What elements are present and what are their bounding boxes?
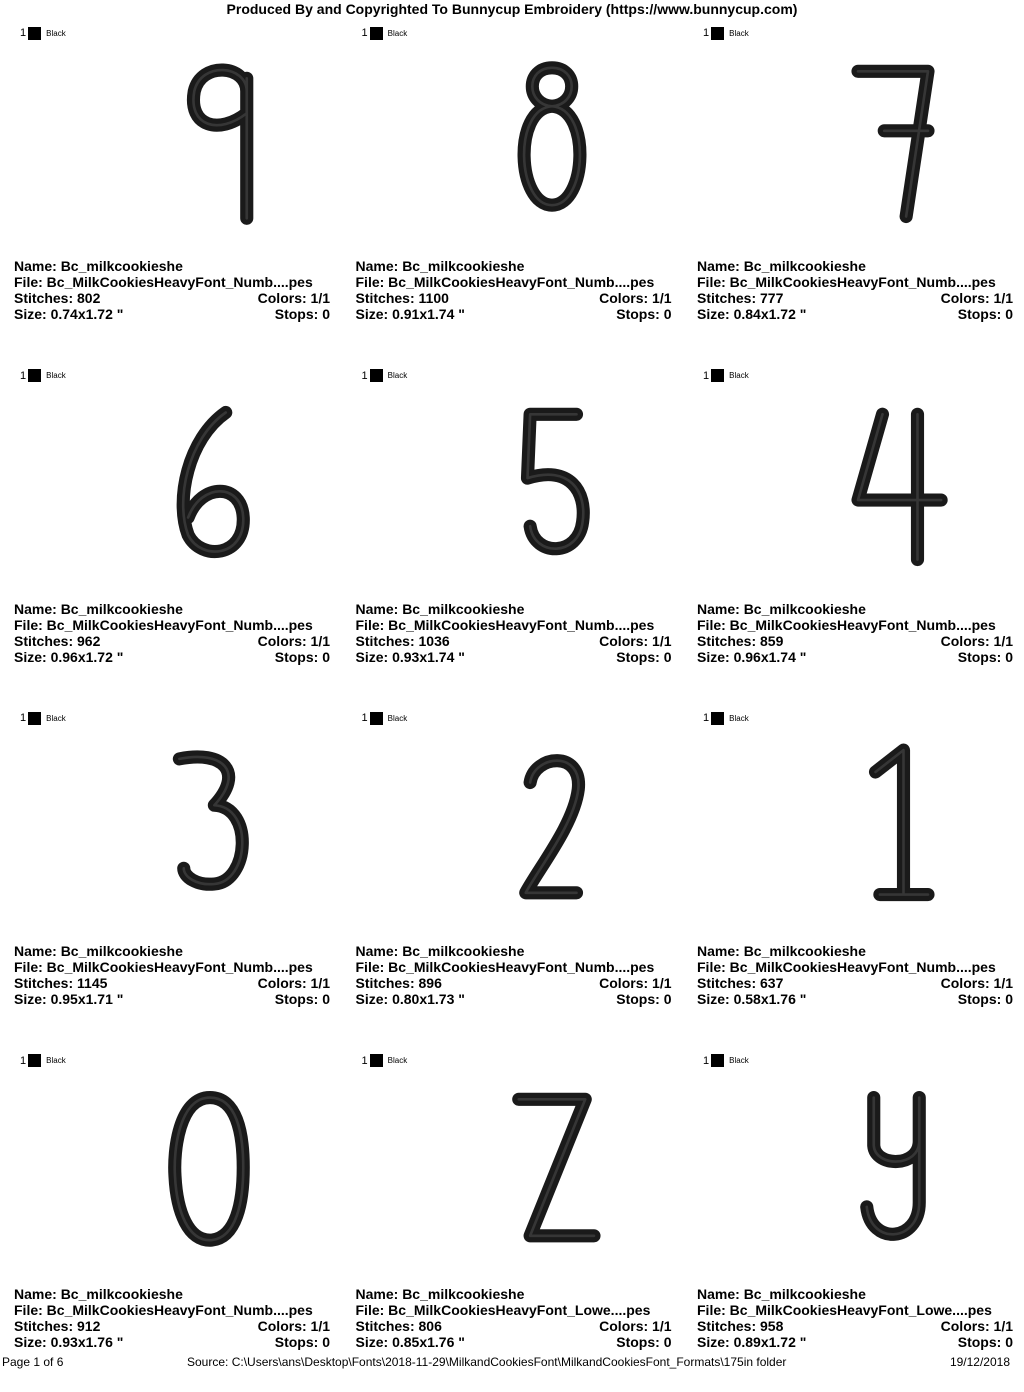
stitch-count: 777 [760, 290, 784, 306]
design-card [0, 365, 341, 707]
stop-count: 0 [1005, 306, 1013, 322]
color-swatch [711, 27, 724, 40]
print-date: 19/12/2018 [949, 1355, 1010, 1369]
stitches-label: Stitches: [697, 975, 761, 992]
stitches-label: Stitches: [355, 975, 419, 992]
stitches-line [356, 290, 672, 306]
name-line [14, 601, 330, 617]
stop-count: 0 [1005, 991, 1013, 1008]
stitches-label: Stitches: [14, 975, 78, 992]
file-label: File: [697, 616, 730, 633]
stitches-label: Stitches: [14, 1317, 78, 1334]
color-count: 1/1 [993, 290, 1013, 306]
stop-count: 0 [663, 306, 672, 322]
design-glyph-0 [140, 1080, 280, 1255]
size-label: Size: [697, 648, 734, 665]
design-name: Bc_milkcookieshe [743, 258, 866, 274]
name-line [697, 258, 1013, 274]
color-index: 1 [20, 1054, 27, 1067]
design-glyph-1 [823, 737, 963, 912]
design-glyph-4 [823, 395, 963, 570]
color-swatch [28, 369, 41, 382]
file-line [697, 617, 1013, 633]
size-line [14, 649, 330, 665]
embroidery-design-preview [823, 1080, 963, 1255]
color-name: Black [729, 713, 749, 723]
stop-count: 0 [322, 306, 330, 322]
design-file: Bc_MilkCookiesHeavyFont_Numb....pes [46, 1301, 313, 1318]
colors-label: Colors: [257, 290, 311, 306]
file-label: File: [697, 959, 730, 976]
design-size: 0.84x1.72 " [733, 306, 807, 322]
stitch-count: 802 [77, 290, 101, 306]
design-glyph-9 [140, 52, 280, 227]
stitch-count: 1036 [418, 632, 450, 649]
color-name: Black [46, 28, 66, 38]
design-info [356, 258, 672, 322]
stitches-line [356, 1318, 672, 1334]
design-info [356, 943, 672, 1007]
color-swatch [28, 1054, 41, 1067]
design-name: Bc_milkcookieshe [60, 258, 183, 274]
design-card [342, 365, 683, 707]
design-name: Bc_milkcookieshe [402, 600, 525, 617]
design-info [14, 1286, 330, 1350]
name-label: Name: [697, 600, 744, 617]
design-info [14, 601, 330, 665]
color-count: 1/1 [310, 1317, 330, 1334]
stop-count: 0 [322, 1333, 330, 1350]
size-line [14, 1334, 330, 1350]
page-footer [0, 1354, 1024, 1370]
stops-label: Stops: [274, 306, 323, 322]
stitches-line [697, 290, 1013, 306]
color-swatch-row [20, 26, 66, 40]
page-number: Page 1 of 6 [2, 1355, 64, 1369]
name-label: Name: [14, 600, 61, 617]
file-label: File: [355, 274, 389, 290]
color-index: 1 [703, 27, 710, 39]
size-label: Size: [14, 306, 51, 322]
name-line [697, 943, 1013, 959]
file-line [697, 274, 1013, 290]
design-size: 0.93x1.74 " [392, 648, 465, 665]
color-swatch-row [362, 1054, 408, 1068]
design-card [683, 22, 1024, 364]
color-swatch [711, 1054, 724, 1067]
design-size: 0.96x1.74 " [733, 648, 807, 665]
design-info [14, 258, 330, 322]
design-name: Bc_milkcookieshe [60, 1285, 183, 1302]
embroidery-design-preview [823, 395, 963, 570]
name-line [356, 943, 672, 959]
colors-label: Colors: [257, 975, 311, 992]
size-label: Size: [697, 1333, 734, 1350]
name-line [356, 1286, 672, 1302]
source-path: Source: C:\Users\ans\Desktop\Fonts\2018-11-29\MilkandCookiesFont\MilkandCookiesFont_Formats\175in folder [187, 1355, 787, 1369]
size-label: Size: [355, 1333, 393, 1350]
stitch-count: 962 [77, 632, 101, 649]
stop-count: 0 [1005, 1333, 1013, 1350]
color-name: Black [387, 28, 408, 38]
colors-label: Colors: [599, 1317, 653, 1334]
file-line [356, 959, 672, 975]
file-label: File: [355, 616, 389, 633]
embroidery-design-preview [482, 395, 622, 570]
stop-count: 0 [663, 648, 672, 665]
embroidery-design-preview [482, 737, 622, 912]
stops-label: Stops: [616, 1333, 664, 1350]
color-name: Black [729, 1056, 749, 1066]
design-card [0, 22, 341, 364]
size-line [697, 649, 1013, 665]
size-line [356, 1334, 672, 1350]
design-file: Bc_MilkCookiesHeavyFont_Numb....pes [388, 274, 655, 290]
stitch-count: 637 [760, 975, 784, 992]
color-swatch [370, 369, 383, 382]
color-count: 1/1 [993, 1317, 1013, 1334]
color-index: 1 [361, 1054, 368, 1067]
design-glyph-6 [140, 395, 280, 570]
colors-label: Colors: [940, 975, 994, 992]
stops-label: Stops: [274, 1333, 323, 1350]
name-label: Name: [697, 943, 744, 960]
design-file: Bc_MilkCookiesHeavyFont_Numb....pes [729, 616, 996, 633]
design-info [697, 1286, 1013, 1350]
color-name: Black [387, 1056, 408, 1066]
design-card [342, 22, 683, 364]
stop-count: 0 [322, 648, 330, 665]
size-label: Size: [697, 991, 734, 1008]
colors-label: Colors: [257, 632, 311, 649]
embroidery-design-preview [823, 52, 963, 227]
stops-label: Stops: [274, 991, 323, 1008]
stops-label: Stops: [616, 991, 664, 1008]
name-line [356, 601, 672, 617]
name-label: Name: [14, 1285, 61, 1302]
colors-label: Colors: [599, 290, 653, 306]
design-glyph-z [482, 1080, 622, 1255]
stitches-line [697, 633, 1013, 649]
name-line [14, 1286, 330, 1302]
stops-label: Stops: [957, 648, 1006, 665]
color-name: Black [729, 371, 749, 381]
colors-label: Colors: [257, 1317, 311, 1334]
color-swatch [711, 369, 724, 382]
design-file: Bc_MilkCookiesHeavyFont_Numb....pes [388, 959, 655, 976]
color-index: 1 [361, 712, 368, 725]
color-swatch [711, 712, 724, 725]
name-label: Name: [14, 943, 61, 960]
stitch-count: 859 [760, 632, 784, 649]
design-glyph-5 [482, 395, 622, 570]
size-line [356, 306, 672, 322]
file-line [14, 959, 330, 975]
color-name: Black [729, 28, 749, 38]
size-line [697, 306, 1013, 322]
size-line [14, 306, 330, 322]
color-swatch-row [20, 369, 66, 383]
colors-label: Colors: [940, 1317, 994, 1334]
color-swatch-row [703, 26, 749, 40]
name-label: Name: [14, 258, 61, 274]
file-line [697, 1302, 1013, 1318]
color-index: 1 [703, 1054, 710, 1067]
embroidery-design-preview [823, 737, 963, 912]
stitches-label: Stitches: [697, 632, 761, 649]
design-size: 0.85x1.76 " [392, 1333, 465, 1350]
stop-count: 0 [663, 991, 672, 1008]
color-swatch [28, 27, 41, 40]
color-name: Black [387, 371, 408, 381]
stop-count: 0 [1005, 648, 1013, 665]
size-label: Size: [697, 306, 734, 322]
name-label: Name: [697, 258, 744, 274]
color-index: 1 [361, 27, 368, 39]
design-name: Bc_milkcookieshe [743, 1285, 866, 1302]
embroidery-design-preview [140, 395, 280, 570]
name-label: Name: [355, 600, 403, 617]
color-name: Black [46, 1056, 66, 1066]
design-file: Bc_MilkCookiesHeavyFont_Numb....pes [46, 616, 313, 633]
size-line [14, 991, 330, 1007]
stitches-label: Stitches: [355, 1317, 419, 1334]
color-count: 1/1 [652, 290, 672, 306]
color-name: Black [46, 713, 66, 723]
color-swatch-row [362, 26, 408, 40]
color-count: 1/1 [652, 632, 672, 649]
color-index: 1 [361, 369, 368, 382]
stops-label: Stops: [957, 1333, 1006, 1350]
size-label: Size: [355, 648, 393, 665]
stitches-label: Stitches: [14, 632, 78, 649]
design-card [683, 365, 1024, 707]
name-label: Name: [355, 943, 403, 960]
design-info [356, 1286, 672, 1350]
file-label: File: [355, 1301, 389, 1318]
size-line [697, 1334, 1013, 1350]
color-index: 1 [703, 712, 710, 725]
design-card [342, 707, 683, 1049]
embroidery-design-preview [140, 737, 280, 912]
color-count: 1/1 [652, 975, 672, 992]
size-label: Size: [14, 1333, 51, 1350]
color-swatch-row [703, 711, 749, 725]
design-card [0, 1050, 341, 1392]
stitches-line [14, 1318, 330, 1334]
color-count: 1/1 [652, 1317, 672, 1334]
design-size: 0.93x1.76 " [50, 1333, 124, 1350]
color-count: 1/1 [310, 290, 330, 306]
design-file: Bc_MilkCookiesHeavyFont_Numb....pes [388, 616, 655, 633]
design-card [683, 707, 1024, 1049]
design-info [697, 258, 1013, 322]
file-label: File: [14, 274, 47, 290]
size-line [697, 991, 1013, 1007]
size-line [356, 991, 672, 1007]
stitch-count: 1100 [418, 290, 449, 306]
design-size: 0.89x1.72 " [733, 1333, 807, 1350]
color-swatch-row [362, 711, 408, 725]
colors-label: Colors: [599, 632, 653, 649]
name-line [14, 943, 330, 959]
file-label: File: [14, 616, 47, 633]
design-info [697, 943, 1013, 1007]
design-card [0, 707, 341, 1049]
embroidery-design-preview [140, 1080, 280, 1255]
size-label: Size: [355, 991, 393, 1008]
file-line [356, 274, 672, 290]
design-glyph-8 [482, 52, 622, 227]
design-size: 0.96x1.72 " [50, 648, 124, 665]
size-line [356, 649, 672, 665]
color-name: Black [46, 371, 66, 381]
design-name: Bc_milkcookieshe [743, 943, 866, 960]
colors-label: Colors: [599, 975, 653, 992]
name-line [697, 1286, 1013, 1302]
color-name: Black [387, 713, 408, 723]
design-info [697, 601, 1013, 665]
color-index: 1 [20, 712, 27, 725]
design-size: 0.91x1.74 " [392, 306, 465, 322]
file-line [14, 274, 330, 290]
file-line [356, 617, 672, 633]
file-label: File: [697, 1301, 730, 1318]
design-name: Bc_milkcookieshe [402, 943, 525, 960]
embroidery-design-preview [140, 52, 280, 227]
design-name: Bc_milkcookieshe [402, 1285, 525, 1302]
stitches-line [14, 633, 330, 649]
stops-label: Stops: [957, 991, 1006, 1008]
stitch-count: 958 [760, 1317, 784, 1334]
stitch-count: 896 [418, 975, 442, 992]
color-swatch-row [20, 1054, 66, 1068]
stitches-label: Stitches: [14, 290, 78, 306]
color-count: 1/1 [310, 632, 330, 649]
design-glyph-7 [823, 52, 963, 227]
stops-label: Stops: [616, 648, 664, 665]
color-swatch-row [703, 369, 749, 383]
design-card [342, 1050, 683, 1392]
color-swatch [370, 27, 383, 40]
stitches-line [697, 1318, 1013, 1334]
color-swatch [28, 712, 41, 725]
design-size: 0.74x1.72 " [50, 306, 124, 322]
stitches-label: Stitches: [697, 290, 761, 306]
file-line [697, 959, 1013, 975]
stitch-count: 806 [418, 1317, 442, 1334]
size-label: Size: [14, 991, 51, 1008]
stitches-label: Stitches: [697, 1317, 761, 1334]
page-header: Produced By and Copyrighted To Bunnycup Embroidery (https://www.bunnycup.com) [226, 1, 798, 17]
stitches-label: Stitches: [355, 290, 419, 306]
design-name: Bc_milkcookieshe [402, 258, 525, 274]
stitches-line [356, 633, 672, 649]
name-line [14, 258, 330, 274]
colors-label: Colors: [940, 632, 994, 649]
design-file: Bc_MilkCookiesHeavyFont_Numb....pes [46, 959, 313, 976]
file-label: File: [14, 1301, 47, 1318]
design-file: Bc_MilkCookiesHeavyFont_Numb....pes [46, 274, 313, 290]
color-count: 1/1 [993, 975, 1013, 992]
color-swatch-row [703, 1054, 749, 1068]
file-line [14, 1302, 330, 1318]
name-line [697, 601, 1013, 617]
design-size: 0.58x1.76 " [733, 991, 807, 1008]
file-line [356, 1302, 672, 1318]
design-size: 0.80x1.73 " [392, 991, 465, 1008]
stop-count: 0 [322, 991, 330, 1008]
design-file: Bc_MilkCookiesHeavyFont_Lowe....pes [388, 1301, 651, 1318]
stitches-label: Stitches: [355, 632, 419, 649]
design-size: 0.95x1.71 " [50, 991, 124, 1008]
stitches-line [697, 975, 1013, 991]
design-file: Bc_MilkCookiesHeavyFont_Numb....pes [729, 959, 996, 976]
color-swatch [370, 712, 383, 725]
color-index: 1 [20, 369, 27, 382]
stops-label: Stops: [274, 648, 323, 665]
stitches-line [14, 975, 330, 991]
design-file: Bc_MilkCookiesHeavyFont_Lowe....pes [729, 1301, 992, 1318]
stops-label: Stops: [616, 306, 664, 322]
stop-count: 0 [663, 1333, 672, 1350]
name-label: Name: [697, 1285, 744, 1302]
design-glyph-2 [482, 737, 622, 912]
file-label: File: [355, 959, 389, 976]
stitches-line [14, 290, 330, 306]
size-label: Size: [355, 306, 393, 322]
embroidery-design-preview [482, 1080, 622, 1255]
name-label: Name: [355, 1285, 403, 1302]
design-name: Bc_milkcookieshe [743, 600, 866, 617]
color-swatch-row [20, 711, 66, 725]
color-count: 1/1 [310, 975, 330, 992]
embroidery-design-preview [482, 52, 622, 227]
design-name: Bc_milkcookieshe [60, 943, 183, 960]
design-card [683, 1050, 1024, 1392]
stitch-count: 912 [77, 1317, 101, 1334]
color-index: 1 [20, 27, 27, 39]
name-label: Name: [355, 258, 403, 274]
name-line [356, 258, 672, 274]
colors-label: Colors: [940, 290, 994, 306]
color-swatch-row [362, 369, 408, 383]
stitch-count: 1145 [77, 975, 108, 992]
file-label: File: [14, 959, 47, 976]
color-swatch [370, 1054, 383, 1067]
design-glyph-3 [140, 737, 280, 912]
color-index: 1 [703, 369, 710, 382]
color-count: 1/1 [993, 632, 1013, 649]
stitches-line [356, 975, 672, 991]
size-label: Size: [14, 648, 51, 665]
file-label: File: [697, 274, 730, 290]
file-line [14, 617, 330, 633]
stops-label: Stops: [957, 306, 1006, 322]
design-info [14, 943, 330, 1007]
design-info [356, 601, 672, 665]
design-name: Bc_milkcookieshe [60, 600, 183, 617]
design-glyph-y [823, 1080, 963, 1255]
design-file: Bc_MilkCookiesHeavyFont_Numb....pes [729, 274, 996, 290]
